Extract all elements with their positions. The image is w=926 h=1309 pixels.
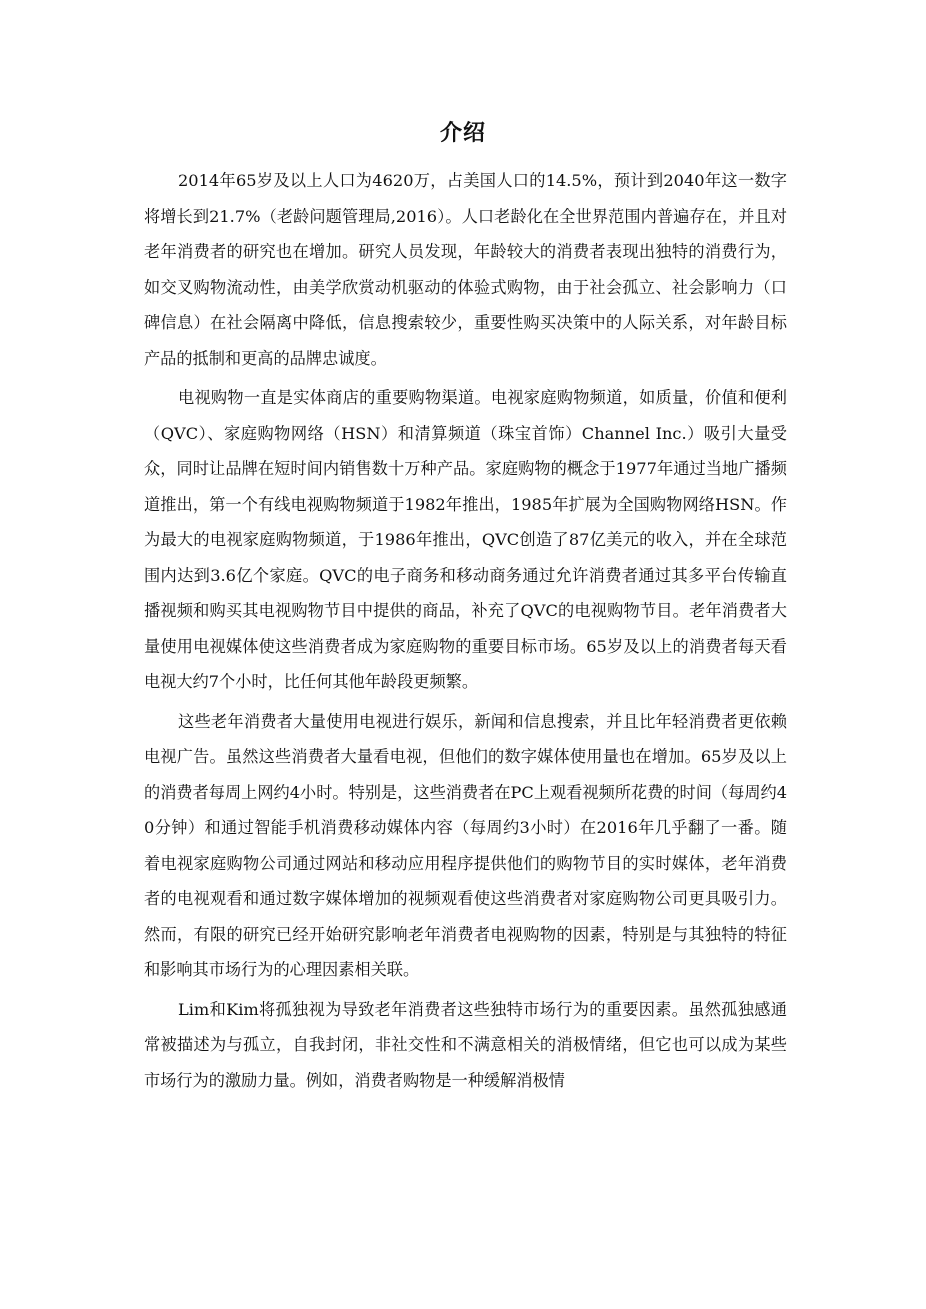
paragraph-4: Lim和Kim将孤独视为导致老年消费者这些独特市场行为的重要因素。虽然孤独感通常被描述为与孤立，自我封闭，非社交性和不满意相关的消极情绪，但它也可以成为某些市场行为的激励力量。例如，消费者购物是一种缓解消极情 <box>144 999 787 1090</box>
document-body <box>144 163 787 1102</box>
paragraph-2: 电视购物一直是实体商店的重要购物渠道。电视家庭购物频道，如质量，价值和便利（QVC）、家庭购物网络（HSN）和清算频道（珠宝首饰）Channel Inc.）吸引大量受众，同时让品牌在短时间内销售数十万种产品。家庭购物的概念于1977年通过当地广播频道推出，第一个有线电视购物频道于1982年推出，1985年扩展为全国购物网络HSN。作为最大的电视家庭购物频道，于1986年推出，QVC创造了87亿美元的收入，并在全球范围内达到3.6亿个家庭。QVC的电子商务和移动商务通过允许消费者通过其多平台传输直播视频和购买其电视购物节目中提供的商品，补充了QVC的电视购物节目。老年消费者大量使用电视媒体使这些消费者成为家庭购物的重要目标市场。65岁及以上的消费者每天看电视大约7个小时，比任何其他年龄段更频繁。 <box>144 388 787 691</box>
paragraph-3: 这些老年消费者大量使用电视进行娱乐，新闻和信息搜索，并且比年轻消费者更依赖电视广告。虽然这些消费者大量看电视，但他们的数字媒体使用量也在增加。65岁及以上的消费者每周上网约4小时。特别是，这些消费者在PC上观看视频所花费的时间（每周约40分钟）和通过智能手机消费移动媒体内容（每周约3小时）在2016年几乎翻了一番。随着电视家庭购物公司通过网站和移动应用程序提供他们的购物节目的实时媒体，老年消费者的电视观看和通过数字媒体增加的视频观看使这些消费者对家庭购物公司更具吸引力。然而，有限的研究已经开始研究影响老年消费者电视购物的因素，特别是与其独特的特征和影响其市场行为的心理因素相关联。 <box>144 711 787 979</box>
paragraph-1: 2014年65岁及以上人口为4620万，占美国人口的14.5%，预计到2040年这一数字将增长到21.7%（老龄问题管理局,2016）。人口老龄化在全世界范围内普遍存在，并且对老年消费者的研究也在增加。研究人员发现，年龄较大的消费者表现出独特的消费行为，如交叉购物流动性，由美学欣赏动机驱动的体验式购物，由于社会孤立、社会影响力（口碑信息）在社会隔离中降低，信息搜索较少，重要性购买决策中的人际关系，对年龄目标产品的抵制和更高的品牌忠诚度。 <box>144 171 787 368</box>
page-title: 介绍 <box>439 121 486 146</box>
